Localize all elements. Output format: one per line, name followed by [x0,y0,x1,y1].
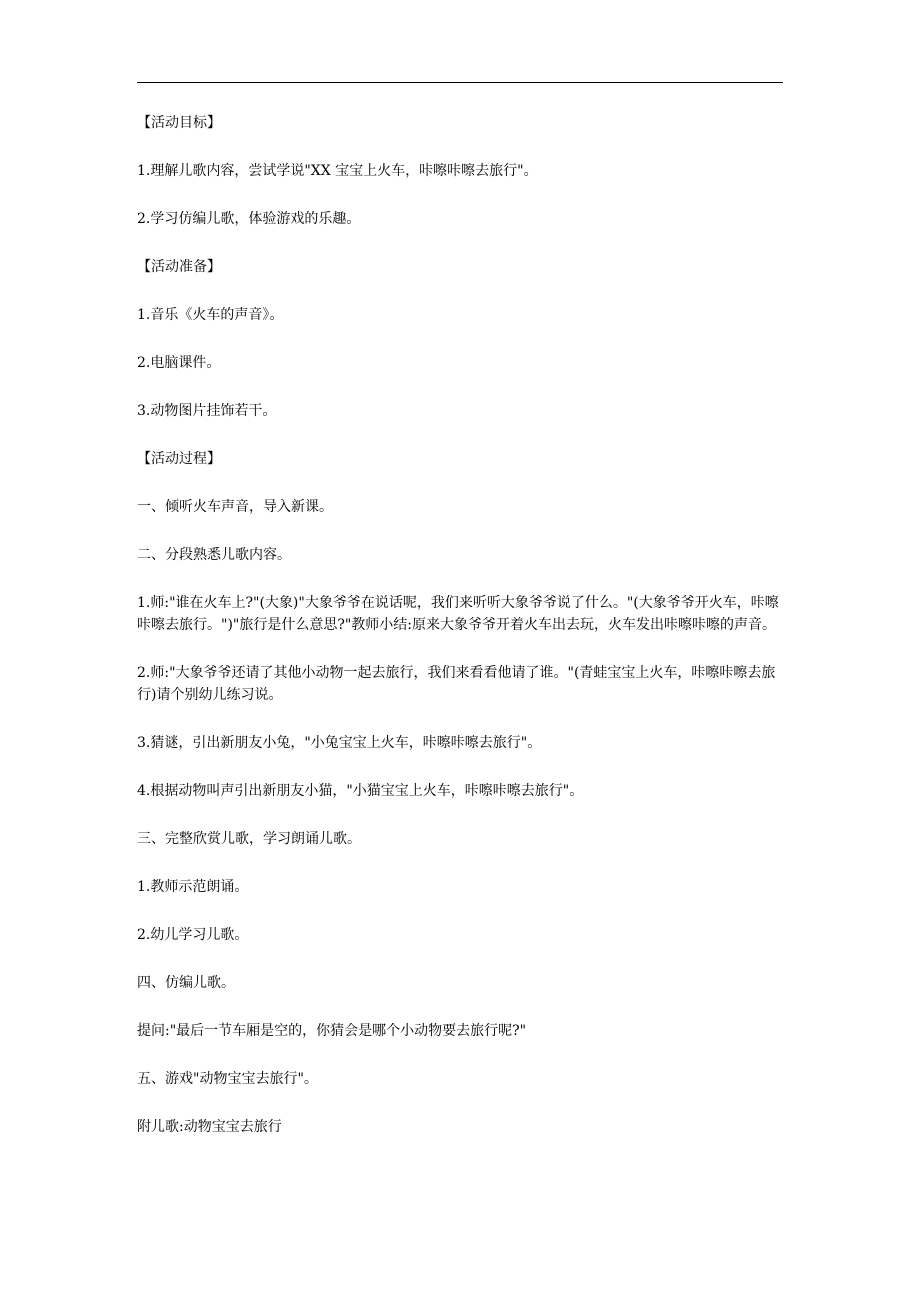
process-step-2-item-1: 1.师:"谁在火车上?"(大象)"大象爷爷在说话呢，我们来听听大象爷爷说了什么。"(大象爷爷开火车，咔嚓咔嚓去旅行。")"旅行是什么意思?"教师小结:原来大象爷爷开着火车出去玩，火车发出咔嚓咔嚓的声音。 [137,595,779,633]
appendix-title: 附儿歌:动物宝宝去旅行 [137,1119,282,1135]
document-body [137,112,783,1164]
header-rule [137,82,783,83]
process-step-2-item-2: 2.师:"大象爷爷还请了其他小动物一起去旅行，我们来看看他请了谁。"(青蛙宝宝上火车，咔嚓咔嚓去旅行)请个别幼儿练习说。 [137,665,776,703]
process-step-3-item-1: 1.教师示范朗诵。 [137,879,249,895]
preparation-item-3: 3.动物图片挂饰若干。 [137,403,277,419]
preparation-item-2: 2.电脑课件。 [137,355,221,371]
process-step-2: 二、分段熟悉儿歌内容。 [137,547,291,563]
section-heading-preparation: 【活动准备】 [137,259,221,275]
process-step-3: 三、完整欣赏儿歌，学习朗诵儿歌。 [137,831,361,847]
process-step-5: 五、游戏"动物宝宝去旅行"。 [137,1071,318,1087]
process-step-2-item-3: 3.猜谜，引出新朋友小兔，"小兔宝宝上火车，咔嚓咔嚓去旅行"。 [137,735,542,751]
preparation-item-1: 1.音乐《火车的声音》。 [137,307,284,323]
process-step-4-question: 提问:"最后一节车厢是空的，你猜会是哪个小动物要去旅行呢?" [137,1023,527,1039]
section-heading-goals: 【活动目标】 [137,115,221,131]
process-step-1: 一、倾听火车声音，导入新课。 [137,499,333,515]
goal-item-2: 2.学习仿编儿歌，体验游戏的乐趣。 [137,211,361,227]
process-step-3-item-2: 2.幼儿学习儿歌。 [137,927,249,943]
process-step-2-item-4: 4.根据动物叫声引出新朋友小猫，"小猫宝宝上火车，咔嚓咔嚓去旅行"。 [137,783,584,799]
goal-item-1: 1.理解儿歌内容，尝试学说"XX 宝宝上火车，咔嚓咔嚓去旅行"。 [137,163,538,179]
process-step-4: 四、仿编儿歌。 [137,975,235,991]
section-heading-process: 【活动过程】 [137,451,221,467]
